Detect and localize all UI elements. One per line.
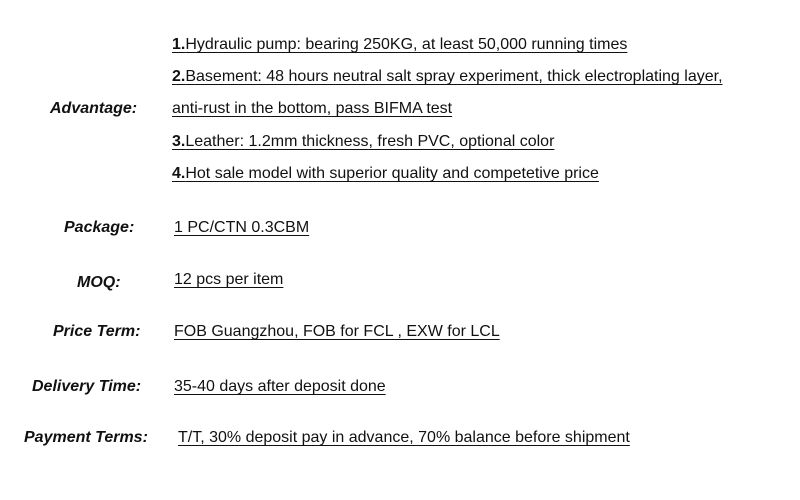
advantage-item-2-text: Basement: 48 hours neutral salt spray experiment, thick electroplating layer, [185,68,723,85]
delivery-time-label: Delivery Time: [32,378,142,395]
advantage-item-1-text: Hydraulic pump: bearing 250KG, at least 50,000 running times [185,36,628,53]
payment-terms-label: Payment Terms: [24,429,148,446]
advantage-item-2 [172,67,723,87]
advantage-item-3-number: 3. [172,133,186,150]
advantage-item-3 [172,132,554,152]
package-label: Package: [64,219,135,236]
advantage-item-4-text: Hot sale model with superior quality and competetive price [185,165,599,182]
advantage-item-1-number: 1. [172,36,186,53]
payment-terms-value: T/T, 30% deposit pay in advance, 70% balance before shipment [178,429,630,446]
delivery-time-value: 35-40 days after deposit done [174,378,386,395]
advantage-label: Advantage: [50,100,138,117]
package-value: 1 PC/CTN 0.3CBM [174,219,310,236]
moq-value: 12 pcs per item [174,271,284,288]
price-term-label: Price Term: [53,323,141,340]
advantage-item-1 [172,35,627,55]
price-term-value: FOB Guangzhou, FOB for FCL , EXW for LCL [174,323,500,340]
advantage-item-4-number: 4. [172,165,186,182]
advantage-item-4 [172,164,599,184]
advantage-item-3-text: Leather: 1.2mm thickness, fresh PVC, optional color [185,133,555,150]
advantage-item-2-number: 2. [172,68,186,85]
moq-label: MOQ: [77,274,121,291]
advantage-item-2-continued: anti-rust in the bottom, pass BIFMA test [172,100,453,117]
